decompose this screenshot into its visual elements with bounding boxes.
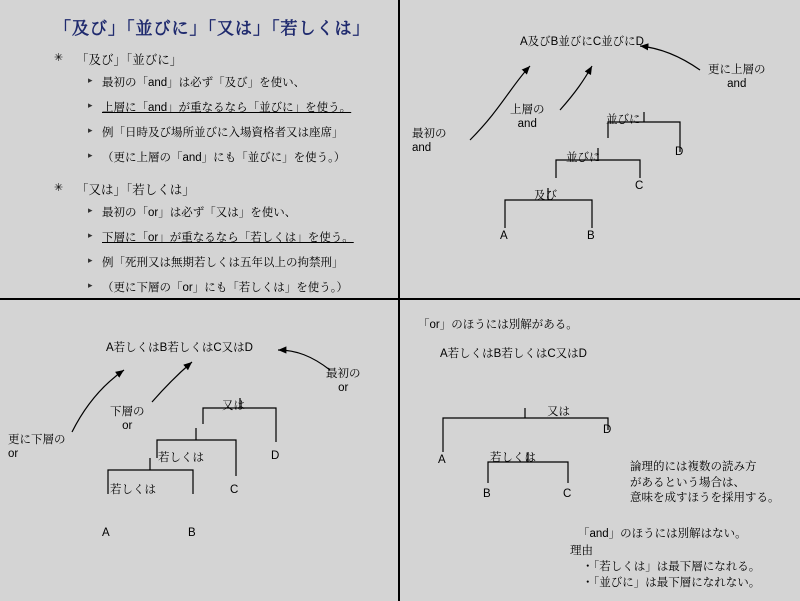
terminal-a: A <box>102 527 110 539</box>
label-lower-or: 下層の or <box>110 406 145 432</box>
triangle-bullet-icon: ▸ <box>88 205 93 215</box>
star-bullet-icon: ✳ <box>54 182 64 194</box>
note-logical-reading: 論理的には複数の読み方 があるという場合は、 意味を成すほうを採用する。 <box>630 461 780 505</box>
triangle-bullet-icon: ▸ <box>88 255 93 265</box>
label-first-and: 最初の and <box>412 128 447 154</box>
label-narabini-2: 並びに <box>606 114 641 126</box>
expression-top-right: A及びB並びにC並びにD <box>520 36 644 48</box>
terminal-a: A <box>500 230 508 242</box>
bullet-heading-and: ✳ 「及び」「並びに」 <box>54 52 183 67</box>
note-and-no-alt: 「and」のほうには別解はない。 <box>578 528 747 540</box>
note-reason-2: ・「並びに」は最下層になれない。 <box>582 577 761 589</box>
label-upper-and: 上層の and <box>510 104 545 130</box>
terminal-b: B <box>587 230 595 242</box>
list-item: ▸ （更に下層の「or」にも「若しくは」を使う。） <box>88 280 348 294</box>
list-item: ▸ （更に上層の「and」にも「並びに」を使う。） <box>88 150 346 164</box>
bullet-heading-or: ✳ 「又は」「若しくは」 <box>54 182 195 197</box>
note-reason-1: ・「若しくは」は最下層になれる。 <box>582 561 761 573</box>
list-item: ▸ 最初の「or」は必ず「又は」を使い、 <box>88 205 297 219</box>
bottom-right-heading: 「or」のほうには別解がある。 <box>418 319 578 331</box>
label-oyobi: 及び <box>534 190 557 202</box>
triangle-bullet-icon: ▸ <box>88 100 93 110</box>
label-first-or: 最初の or <box>326 368 361 394</box>
triangle-bullet-icon: ▸ <box>88 150 93 160</box>
triangle-bullet-icon: ▸ <box>88 280 93 290</box>
page-title: 「及び」「並びに」「又は」「若しくは」 <box>54 19 371 38</box>
list-item: ▸ 上層に「and」が重なるなら「並びに」を使う。 <box>88 100 352 114</box>
star-bullet-icon: ✳ <box>54 52 64 64</box>
label-moshikuwa-1: 若しくは <box>490 452 536 464</box>
terminal-a: A <box>438 454 446 466</box>
label-matawa: 又は <box>222 400 245 412</box>
label-matawa: 又は <box>547 406 570 418</box>
quadrant-bottom-right <box>400 300 800 601</box>
list-item: ▸ 下層に「or」が重なるなら「若しくは」を使う。 <box>88 230 354 244</box>
triangle-bullet-icon: ▸ <box>88 125 93 135</box>
list-item: ▸ 例「死刑又は無期若しくは五年以上の拘禁刑」 <box>88 255 344 269</box>
terminal-d: D <box>603 424 612 436</box>
expression-bottom-right: A若しくはB若しくはC又はD <box>440 348 587 360</box>
terminal-d: D <box>271 450 280 462</box>
terminal-c: C <box>230 484 239 496</box>
label-higher-and: 更に上層の and <box>708 64 766 90</box>
terminal-c: C <box>635 180 644 192</box>
list-item: ▸ 最初の「and」は必ず「及び」を使い、 <box>88 75 306 89</box>
terminal-b: B <box>483 488 491 500</box>
terminal-d: D <box>675 146 684 158</box>
triangle-bullet-icon: ▸ <box>88 230 93 240</box>
terminal-b: B <box>188 527 196 539</box>
label-deeper-or: 更に下層の or <box>8 434 66 460</box>
expression-bottom-left: A若しくはB若しくはC又はD <box>106 342 253 354</box>
label-narabini-1: 並びに <box>566 152 601 164</box>
triangle-bullet-icon: ▸ <box>88 75 93 85</box>
terminal-c: C <box>563 488 572 500</box>
list-item: ▸ 例「日時及び場所並びに入場資格者又は座席」 <box>88 125 344 139</box>
label-moshikuwa-2: 若しくは <box>110 484 156 496</box>
label-moshikuwa-1: 若しくは <box>158 452 204 464</box>
note-reason-label: 理由 <box>570 545 593 557</box>
